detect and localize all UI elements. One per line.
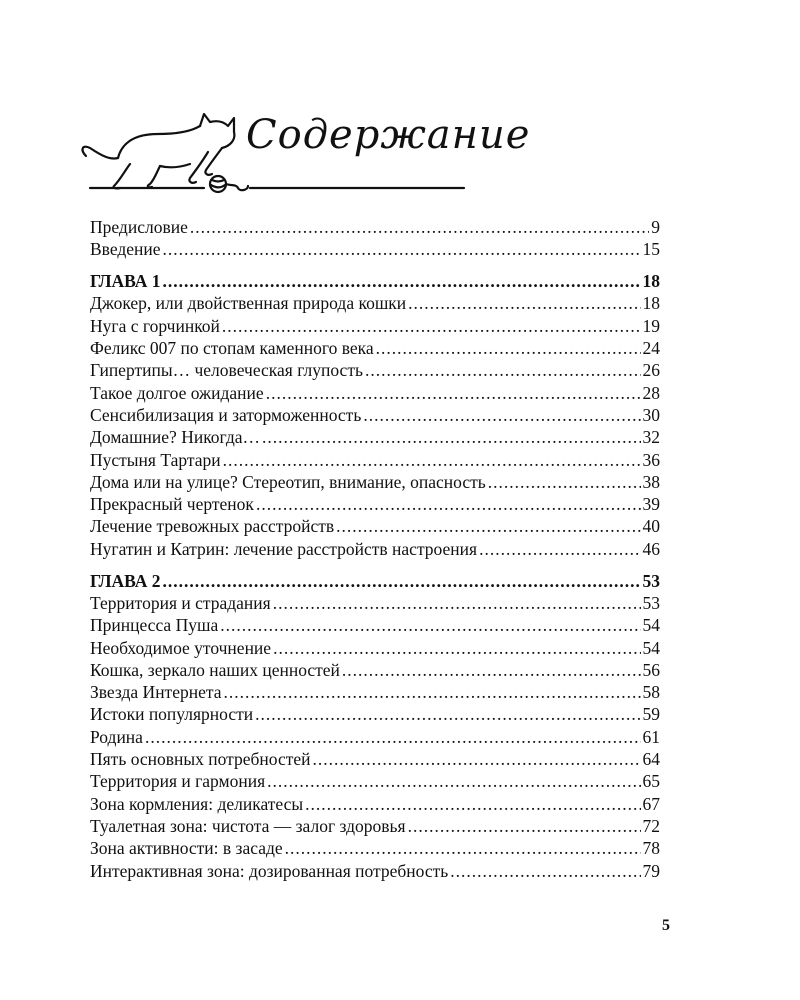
leader-dots <box>479 538 640 560</box>
toc-entry[interactable] <box>90 793 660 815</box>
leader-dots <box>450 860 640 882</box>
leader-dots <box>262 426 640 448</box>
toc-entry[interactable] <box>90 292 660 314</box>
leader-dots <box>408 292 640 314</box>
toc-entry[interactable] <box>90 493 660 515</box>
chapter-title: ГЛАВА 1 <box>90 271 161 292</box>
toc-entry[interactable] <box>90 659 660 681</box>
toc-entry-title: Введение <box>90 239 161 260</box>
toc-entry-page: 54 <box>642 615 660 636</box>
toc-entry-page: 58 <box>642 682 660 703</box>
page-number: 5 <box>662 917 670 934</box>
toc-entry[interactable] <box>90 860 660 882</box>
leader-dots <box>220 614 640 636</box>
leader-dots <box>365 359 641 381</box>
leader-dots <box>163 570 641 592</box>
toc-entry[interactable] <box>90 382 660 404</box>
toc-entry-title: Прекрасный чертенок <box>90 494 254 515</box>
leader-dots <box>163 270 641 292</box>
toc-entry-page: 28 <box>642 382 660 403</box>
toc-entry-page: 54 <box>642 637 660 658</box>
toc-entry[interactable] <box>90 216 660 238</box>
leader-dots <box>305 793 640 815</box>
leader-dots <box>488 471 641 493</box>
toc-entry-page: 26 <box>642 360 660 381</box>
leader-dots <box>190 216 649 238</box>
leader-dots <box>255 703 640 725</box>
toc-entry-page: 61 <box>642 726 660 747</box>
toc-entry[interactable] <box>90 681 660 703</box>
toc-entry-title: Такое долгое ожидание <box>90 382 264 403</box>
toc-entry-page: 67 <box>642 793 660 814</box>
toc-entry-page: 19 <box>642 315 660 336</box>
leader-dots <box>273 637 640 659</box>
toc-entry-page: 79 <box>642 860 660 881</box>
toc-entry-page: 72 <box>642 815 660 836</box>
toc-entry-title: Джокер, или двойственная природа кошки <box>90 293 407 314</box>
page-title: Содержание <box>246 112 531 158</box>
toc-entry-title: Родина <box>90 726 143 747</box>
toc-entry[interactable] <box>90 703 660 725</box>
leader-dots <box>408 815 641 837</box>
toc-entry-page: 59 <box>642 704 660 725</box>
leader-dots <box>363 404 640 426</box>
toc-entry-title: Нугатин и Катрин: лечение расстройств настроения <box>90 538 478 559</box>
toc-entry-title: Кошка, зеркало наших ценностей <box>90 659 340 680</box>
leader-dots <box>342 659 641 681</box>
toc-entry-page: 53 <box>642 592 660 613</box>
toc-entry-title: Территория и гармония <box>90 771 266 792</box>
chapter-heading[interactable] <box>90 570 660 592</box>
toc-entry-page: 64 <box>642 749 660 770</box>
toc-entry[interactable] <box>90 837 660 859</box>
toc-entry-page: 78 <box>642 838 660 859</box>
toc-entry[interactable] <box>90 538 660 560</box>
leader-dots <box>163 238 641 260</box>
toc-entry[interactable] <box>90 614 660 636</box>
leader-dots <box>145 726 641 748</box>
toc-entry[interactable] <box>90 238 660 260</box>
toc-entry-title: Зона кормления: деликатесы <box>90 793 304 814</box>
toc-entry-page: 30 <box>642 404 660 425</box>
toc-entry-title: Феликс 007 по стопам каменного века <box>90 338 374 359</box>
toc-entry-title: Истоки популярности <box>90 704 254 725</box>
toc-entry-title: Принцесса Пуша <box>90 615 219 636</box>
chapter-page: 18 <box>642 271 660 292</box>
toc-entry[interactable] <box>90 404 660 426</box>
toc-entry-title: Предисловие <box>90 217 188 237</box>
toc-entry-page: 46 <box>642 538 660 559</box>
toc-entry-page: 56 <box>642 659 660 680</box>
toc-entry-title: Пять основных потребностей <box>90 749 311 770</box>
chapter-heading[interactable] <box>90 270 660 292</box>
toc-entry-title: Дома или на улице? Стереотип, внимание, опасность <box>90 471 486 492</box>
toc-entry-title: Домашние? Никогда… <box>90 427 261 448</box>
leader-dots <box>376 337 641 359</box>
toc-entry-page: 65 <box>642 771 660 792</box>
toc-entry[interactable] <box>90 471 660 493</box>
toc-entry-page: 36 <box>642 449 660 470</box>
chapter-title: ГЛАВА 2 <box>90 570 161 591</box>
toc-entry-title: Гипертипы… человеческая глупость <box>90 360 363 381</box>
leader-dots <box>267 770 640 792</box>
toc-entry-page: 24 <box>642 338 660 359</box>
leader-dots <box>285 837 641 859</box>
toc-entry-title: Территория и страдания <box>90 592 271 613</box>
toc-entry[interactable] <box>90 359 660 381</box>
toc-entry-page: 40 <box>642 516 660 537</box>
leader-dots <box>223 681 640 703</box>
toc-entry-title: Лечение тревожных расстройств <box>90 516 335 537</box>
toc-entry-title: Туалетная зона: чистота — залог здоровья <box>90 815 406 836</box>
toc-entry[interactable] <box>90 315 660 337</box>
leader-dots <box>223 449 641 471</box>
toc-entry[interactable] <box>90 748 660 770</box>
toc-header <box>78 108 538 198</box>
toc-entry[interactable] <box>90 426 660 448</box>
toc-entry-title: Сенсибилизация и заторможенность <box>90 404 362 425</box>
table-of-contents <box>90 216 660 882</box>
toc-entry[interactable] <box>90 337 660 359</box>
toc-entry[interactable] <box>90 592 660 614</box>
toc-entry-page: 39 <box>642 494 660 515</box>
toc-entry-page: 38 <box>642 471 660 492</box>
toc-entry-page: 9 <box>651 217 660 237</box>
toc-entry[interactable] <box>90 726 660 748</box>
toc-entry[interactable] <box>90 637 660 659</box>
toc-entry-title: Нуга с горчинкой <box>90 315 220 336</box>
toc-entry[interactable] <box>90 815 660 837</box>
toc-entry[interactable] <box>90 770 660 792</box>
toc-entry-title: Зона активности: в засаде <box>90 838 283 859</box>
toc-entry-title: Необходимое уточнение <box>90 637 272 658</box>
leader-dots <box>266 382 641 404</box>
toc-entry-title: Пустыня Тартари <box>90 449 221 470</box>
leader-dots <box>313 748 641 770</box>
toc-entry-title: Интерактивная зона: дозированная потребность <box>90 860 449 881</box>
chapter-page: 53 <box>642 570 660 591</box>
toc-entry-title: Звезда Интернета <box>90 682 222 703</box>
toc-entry-page: 15 <box>642 239 660 260</box>
leader-dots <box>273 592 641 614</box>
toc-entry[interactable] <box>90 449 660 471</box>
toc-entry-page: 18 <box>642 293 660 314</box>
leader-dots <box>336 515 640 537</box>
toc-entry[interactable] <box>90 515 660 537</box>
leader-dots <box>222 315 641 337</box>
toc-entry-page: 32 <box>642 427 660 448</box>
leader-dots <box>256 493 641 515</box>
